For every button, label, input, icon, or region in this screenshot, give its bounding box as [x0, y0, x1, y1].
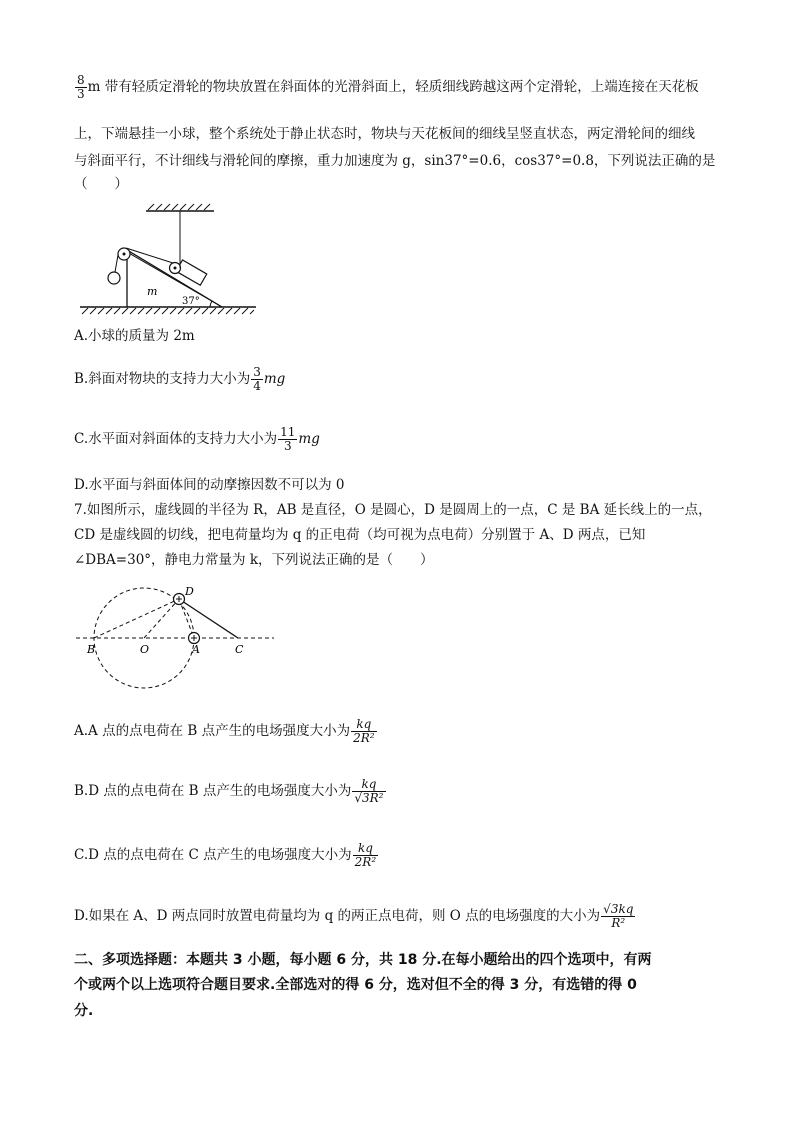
q7-option-a: A.A 点的点电荷在 B 点产生的电场强度大小为 $\frac{kq}{\text{2R²}}$ [74, 717, 375, 745]
q7-circle-figure [72, 585, 282, 695]
q6-line-1: $\frac{8}{3}$ m 带有轻质定滑轮的物块放置在斜面体的光滑斜面上，轻质细线跨越这两个定滑轮，上端连接在天花板 [77, 73, 699, 101]
q6-option-a: A.小球的质量为 2m [74, 328, 195, 344]
q7-label-c: C [235, 643, 244, 656]
q6-incline-figure [74, 200, 274, 325]
q7-option-c: C.D 点的点电荷在 C 点产生的电场强度大小为 $\frac{kq}{\text{2R²}}$ [74, 841, 377, 869]
q6-line-2: 上，下端悬挂一小球，整个系统处于静止状态时，物块与天花板间的细线呈竖直状态，两定滑轮间的细线 [74, 126, 695, 142]
q7-label-d: D [185, 585, 194, 598]
q7-label-b: B [87, 643, 96, 656]
q7-line-2: CD 是虚线圆的切线，把电荷量均为 q 的正电荷（均可视为点电荷）分别置于 A、D 两点，已知 [74, 527, 646, 543]
q7-label-o: O [140, 643, 150, 656]
q7-line-3: ∠DBA=30°，静电力常量为 k，下列说法正确的是（ ） [74, 552, 434, 568]
q6-option-c: C.水平面对斜面体的支持力大小为 $\frac{11}{3}$ mg [74, 425, 320, 453]
section2-line-2: 个或两个以上选项符合题目要求.全部选对的得 6 分，选对但不全的得 3 分，有选错的得 0 [74, 977, 637, 993]
section2-line-3: 分. [74, 1003, 94, 1019]
q7-option-b: B.D 点的点电荷在 B 点产生的电场强度大小为 $\frac{kq}{\text{√3R²}}$ [74, 777, 384, 805]
q6-option-b-fraction: $\frac{3}{4}$ [253, 365, 261, 393]
q6-option-b: B.斜面对物块的支持力大小为 $\frac{3}{4}$ mg [74, 365, 286, 393]
q7-option-a-fraction: $\frac{kq}{\text{2R²}}$ [353, 717, 375, 745]
q6-label-angle: 37° [182, 296, 200, 307]
q7-option-b-fraction: $\frac{kq}{\text{√3R²}}$ [354, 777, 384, 805]
q6-option-c-fraction: $\frac{11}{3}$ [280, 425, 296, 453]
section2-line-1: 二、多项选择题：本题共 3 小题，每小题 6 分，共 18 分.在每小题给出的四个选项中，有两 [74, 952, 652, 968]
q7-label-a: A [192, 643, 200, 656]
q6-label-m: m [147, 285, 158, 298]
q6-intro-fraction: $\frac{8}{3}$ [77, 73, 85, 101]
q7-option-d: D.如果在 A、D 两点同时放置电荷量均为 q 的两正点电荷，则 O 点的电场强度的大小为 $\frac{√3kq}{\text{R²}}$ [74, 902, 634, 930]
q7-option-c-fraction: $\frac{kq}{\text{2R²}}$ [354, 841, 377, 869]
q7-option-d-fraction: $\frac{√3kq}{\text{R²}}$ [603, 902, 634, 930]
q6-option-d: D.水平面与斜面体间的动摩擦因数不可以为 0 [74, 477, 345, 493]
q6-line-4: （ ） [74, 176, 128, 192]
q7-line-1: 7.如图所示，虚线圆的半径为 R，AB 是直径，O 是圆心，D 是圆周上的一点，C 是 BA 延长线上的一点， [74, 502, 712, 518]
q6-line-3: 与斜面平行，不计细线与滑轮间的摩擦，重力加速度为 g，sin37°=0.6，cos37°=0.8，下列说法正确的是 [74, 153, 716, 169]
